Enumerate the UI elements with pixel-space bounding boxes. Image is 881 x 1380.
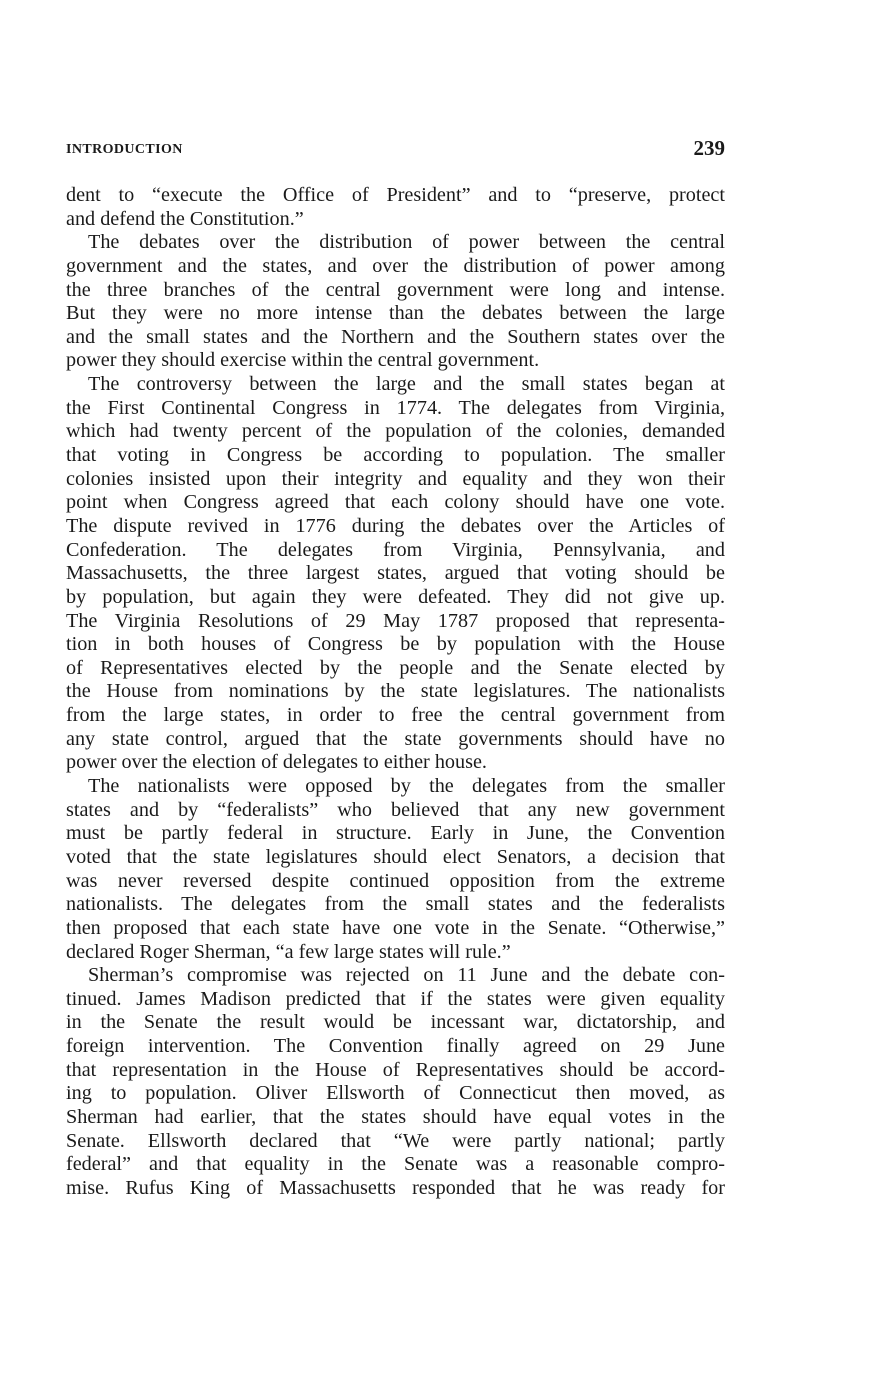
- text-line: mise. Rufus King of Massachusetts responded that he was ready for: [66, 1176, 725, 1199]
- text-line: Senate. Ellsworth declared that “We were partly national; partly: [66, 1129, 725, 1152]
- text-line: The dispute revived in 1776 during the debates over the Articles of: [66, 514, 725, 537]
- section-title: INTRODUCTION: [66, 142, 183, 157]
- text-line: from the large states, in order to free the central government from: [66, 704, 725, 727]
- text-line: that representation in the House of Representatives should be accord-: [66, 1058, 725, 1081]
- text-line: tion in both houses of Congress be by population with the House: [66, 633, 725, 656]
- text-line: was never reversed despite continued opposition from the extreme: [66, 869, 725, 892]
- text-line: of Representatives elected by the people and the Senate elected by: [66, 656, 725, 679]
- text-line: the three branches of the central government were long and intense.: [66, 278, 725, 301]
- text-line: the First Continental Congress in 1774. The delegates from Virginia,: [66, 396, 725, 419]
- text-line: and defend the Constitution.”: [66, 207, 304, 230]
- text-line: foreign intervention. The Convention finally agreed on 29 June: [66, 1035, 725, 1058]
- text-line: Confederation. The delegates from Virginia, Pennsylvania, and: [66, 538, 725, 561]
- text-line: Sherman’s compromise was rejected on 11 June and the debate con-: [88, 964, 725, 987]
- text-line: power they should exercise within the central government.: [66, 349, 540, 372]
- text-line: any state control, argued that the state governments should have no: [66, 727, 725, 750]
- text-line: The controversy between the large and the small states began at: [88, 373, 725, 396]
- text-line: The nationalists were opposed by the delegates from the smaller: [88, 775, 725, 798]
- text-line: states and by “federalists” who believed that any new government: [66, 798, 725, 821]
- text-line: voted that the state legislatures should elect Senators, a decision that: [66, 845, 725, 868]
- text-line: The debates over the distribution of power between the central: [88, 231, 725, 254]
- text-line: The Virginia Resolutions of 29 May 1787 proposed that representa-: [66, 609, 725, 632]
- body-text: [66, 184, 725, 1201]
- text-line: colonies insisted upon their integrity and equality and they won their: [66, 467, 725, 490]
- text-line: declared Roger Sherman, “a few large states will rule.”: [66, 940, 511, 963]
- running-head: [66, 136, 725, 166]
- text-line: But they were no more intense than the debates between the large: [66, 302, 725, 325]
- text-line: power over the election of delegates to either house.: [66, 751, 487, 774]
- page-number: 239: [693, 136, 725, 160]
- text-line: federal” and that equality in the Senate was a reasonable compro-: [66, 1153, 725, 1176]
- text-line: by population, but again they were defeated. They did not give up.: [66, 585, 725, 608]
- text-line: Massachusetts, the three largest states, argued that voting should be: [66, 562, 725, 585]
- text-line: nationalists. The delegates from the small states and the federalists: [66, 893, 725, 916]
- text-line: dent to “execute the Office of President” and to “preserve, protect: [66, 184, 725, 206]
- text-line: Sherman had earlier, that the states should have equal votes in the: [66, 1105, 725, 1128]
- text-line: point when Congress agreed that each colony should have one vote.: [66, 491, 725, 514]
- text-line: which had twenty percent of the population of the colonies, demanded: [66, 420, 725, 443]
- text-line: tinued. James Madison predicted that if the states were given equality: [66, 987, 725, 1010]
- text-line: government and the states, and over the distribution of power among: [66, 254, 725, 277]
- text-line: must be partly federal in structure. Early in June, the Convention: [66, 822, 725, 845]
- text-line: ing to population. Oliver Ellsworth of Connecticut then moved, as: [66, 1082, 725, 1105]
- text-line: then proposed that each state have one vote in the Senate. “Otherwise,”: [66, 916, 725, 939]
- text-line: in the Senate the result would be incessant war, dictatorship, and: [66, 1011, 725, 1034]
- text-line: the House from nominations by the state legislatures. The nationalists: [66, 680, 725, 703]
- text-line: and the small states and the Northern and the Southern states over the: [66, 325, 725, 348]
- text-line: that voting in Congress be according to population. The smaller: [66, 444, 725, 467]
